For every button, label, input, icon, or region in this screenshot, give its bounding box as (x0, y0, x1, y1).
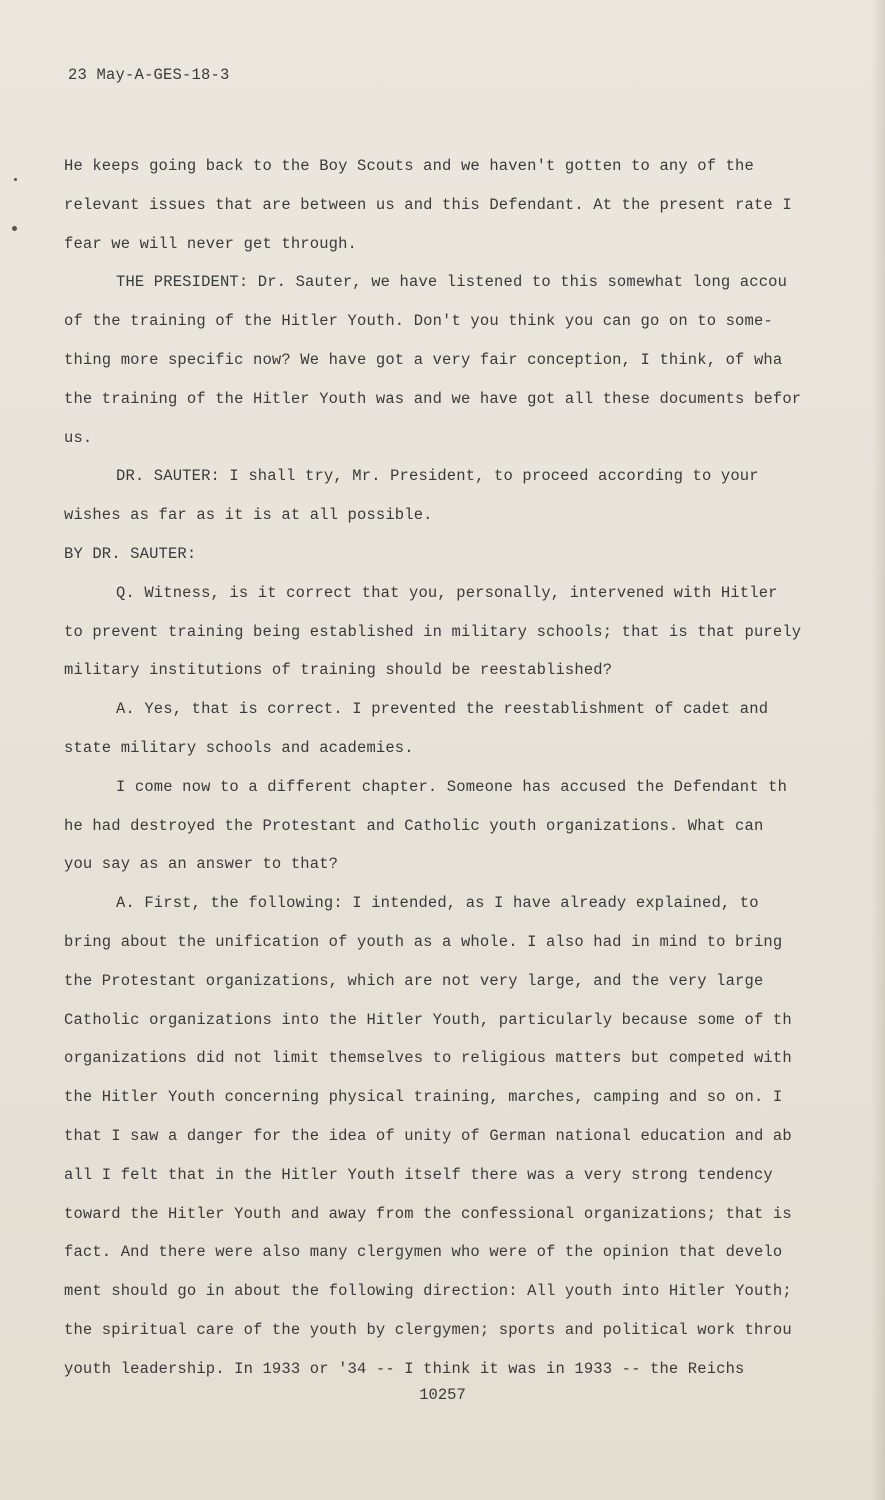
transcript-line: wishes as far as it is at all possible. (64, 506, 433, 525)
transcript-line: He keeps going back to the Boy Scouts and we haven't gotten to any of the (64, 157, 754, 175)
document-reference: 23 May-A-GES-18-3 (68, 66, 230, 84)
transcript-line: bring about the unification of youth as a whole. I also had in mind to bring (64, 932, 783, 951)
page-number: 10257 (419, 1386, 466, 1404)
transcript-line: fear we will never get through. (64, 234, 357, 253)
transcript-line: relevant issues that are between us and this Defendant. At the present rate I (64, 195, 792, 214)
transcript-line: toward the Hitler Youth and away from the confessional organizations; that is (64, 1204, 792, 1223)
transcript-line: DR. SAUTER: I shall try, Mr. President, to proceed according to your (116, 467, 759, 486)
transcript-line: the Protestant organizations, which are not very large, and the very large (64, 971, 764, 990)
transcript-line: fact. And there were also many clergymen who were of the opinion that develo (64, 1243, 783, 1262)
transcript-line: thing more specific now? We have got a very fair conception, I think, of wha (64, 350, 783, 369)
transcript-body (64, 152, 824, 1394)
transcript-line: A. First, the following: I intended, as I have already explained, to (116, 894, 759, 913)
margin-mark (14, 178, 17, 181)
transcript-line: he had destroyed the Protestant and Catholic youth organizations. What can (64, 816, 764, 835)
transcript-line: Catholic organizations into the Hitler Youth, particularly because some of th (64, 1010, 792, 1029)
transcript-line: the spiritual care of the youth by clergymen; sports and political work throu (64, 1320, 792, 1339)
transcript-line: the Hitler Youth concerning physical training, marches, camping and so on. I (64, 1088, 783, 1107)
transcript-line: BY DR. SAUTER: (64, 544, 197, 563)
transcript-line: all I felt that in the Hitler Youth itself there was a very strong tendency (64, 1165, 773, 1184)
transcript-line: of the training of the Hitler Youth. Don't you think you can go on to some- (64, 312, 773, 331)
transcript-line: that I saw a danger for the idea of unity of German national education and ab (64, 1126, 792, 1145)
transcript-line: the training of the Hitler Youth was and we have got all these documents befor (64, 389, 802, 408)
transcript-line: you say as an answer to that? (64, 855, 339, 874)
transcript-line: ment should go in about the following direction: All youth into Hitler Youth; (64, 1282, 792, 1301)
transcript-line: Q. Witness, is it correct that you, personally, intervened with Hitler (116, 583, 778, 602)
transcript-line: military institutions of training should be reestablished? (64, 661, 613, 680)
transcript-line: THE PRESIDENT: Dr. Sauter, we have listened to this somewhat long accou (116, 273, 788, 292)
transcript-line: I come now to a different chapter. Someone has accused the Defendant th (116, 777, 788, 796)
transcript-line: organizations did not limit themselves to religious matters but competed with (64, 1049, 792, 1068)
transcript-line: us. (64, 428, 93, 447)
transcript-line: to prevent training being established in military schools; that is that purely (64, 622, 802, 641)
transcript-line: state military schools and academies. (64, 738, 414, 757)
transcript-line: A. Yes, that is correct. I prevented the reestablishment of cadet and (116, 700, 769, 719)
margin-mark (12, 226, 17, 231)
transcript-line: youth leadership. In 1933 or '34 -- I think it was in 1933 -- the Reichs (64, 1359, 745, 1378)
